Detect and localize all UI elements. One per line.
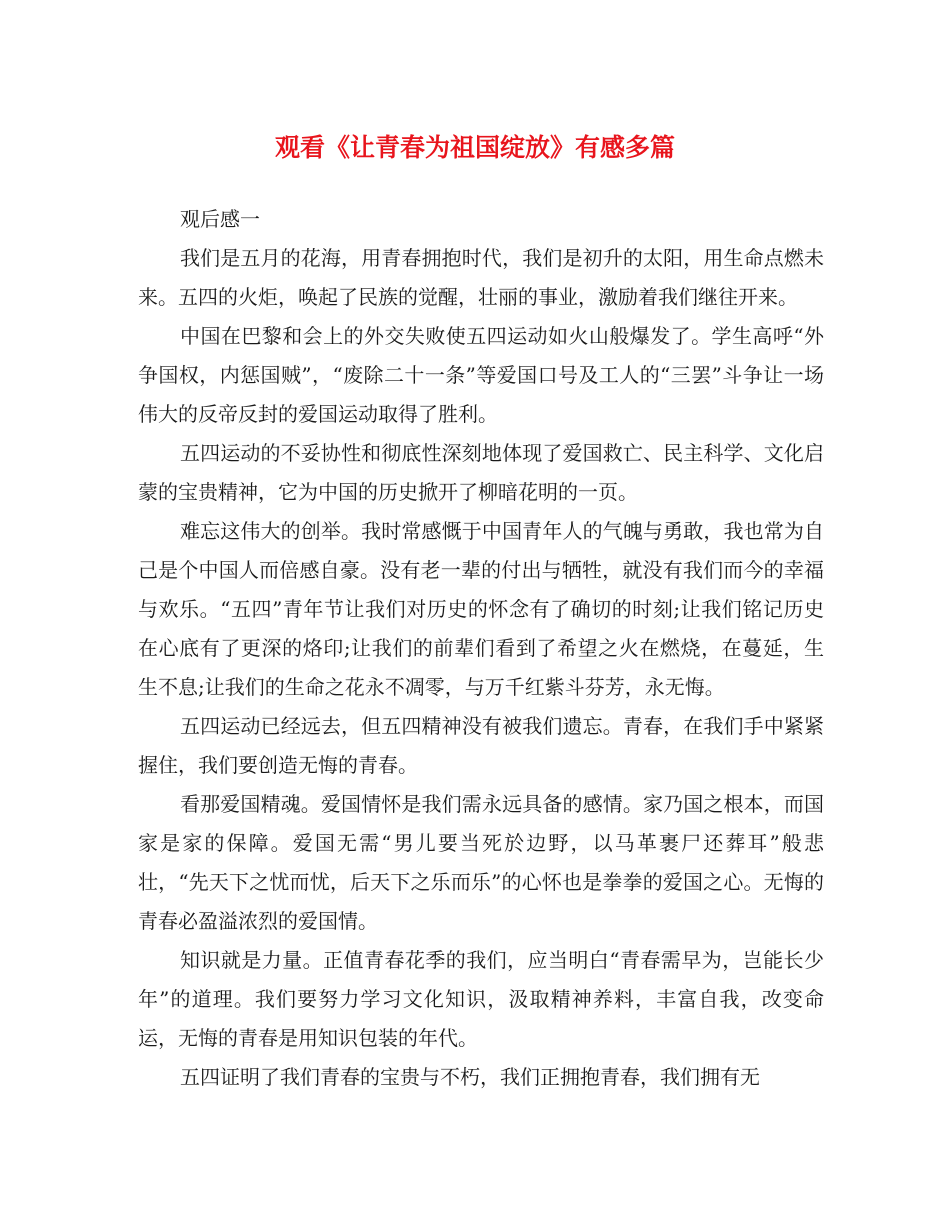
document-body [138,200,824,1097]
section-heading: 观后感一 [180,207,260,231]
paragraph: 五四运动的不妥协性和彻底性深刻地体现了爱国救亡、民主科学、文化启蒙的宝贵精神，它为中国的历史掀开了柳暗花明的一页。 [138,441,824,504]
paragraph: 知识就是力量。正值青春花季的我们，应当明白“青春需早为，岂能长少年”的道理。我们要努力学习文化知识，汲取精神养料，丰富自我，改变命运，无悔的青春是用知识包装的年代。 [138,948,824,1050]
paragraph: 五四运动已经远去，但五四精神没有被我们遗忘。青春，在我们手中紧紧握住，我们要创造无悔的青春。 [138,714,824,777]
paragraph: 我们是五月的花海，用青春拥抱时代，我们是初升的太阳，用生命点燃未来。五四的火炬，唤起了民族的觉醒，壮丽的事业，激励着我们继往开来。 [138,246,824,309]
paragraph: 难忘这伟大的创举。我时常感慨于中国青年人的气魄与勇敢，我也常为自己是个中国人而倍感自豪。没有老一辈的付出与牺牲，就没有我们而今的幸福与欢乐。“五四”青年节让我们对历史的怀念有了确切的时刻;让我们铭记历史在心底有了更深的烙印;让我们的前辈们看到了希望之火在燃烧，在蔓延，生生不息;让我们的生命之花永不凋零，与万千红紫斗芬芳，永无悔。 [138,519,824,699]
paragraph: 中国在巴黎和会上的外交失败使五四运动如火山般爆发了。学生高呼“外争国权，内惩国贼”，“废除二十一条”等爱国口号及工人的“三罢”斗争让一场伟大的反帝反封的爱国运动取得了胜利。 [138,324,824,426]
document-title: 观看《让青春为祖国绽放》有感多篇 [274,133,675,162]
paragraph: 看那爱国精魂。爱国情怀是我们需永远具备的感情。家乃国之根本，而国家是家的保障。爱国无需“男儿要当死於边野，以马革裹尸还葬耳”般悲壮，“先天下之忧而忧，后天下之乐而乐”的心怀也是拳拳的爱国之心。无悔的青春必盈溢浓烈的爱国情。 [138,792,824,933]
paragraph: 五四证明了我们青春的宝贵与不朽，我们正拥抱青春，我们拥有无 [180,1065,760,1089]
